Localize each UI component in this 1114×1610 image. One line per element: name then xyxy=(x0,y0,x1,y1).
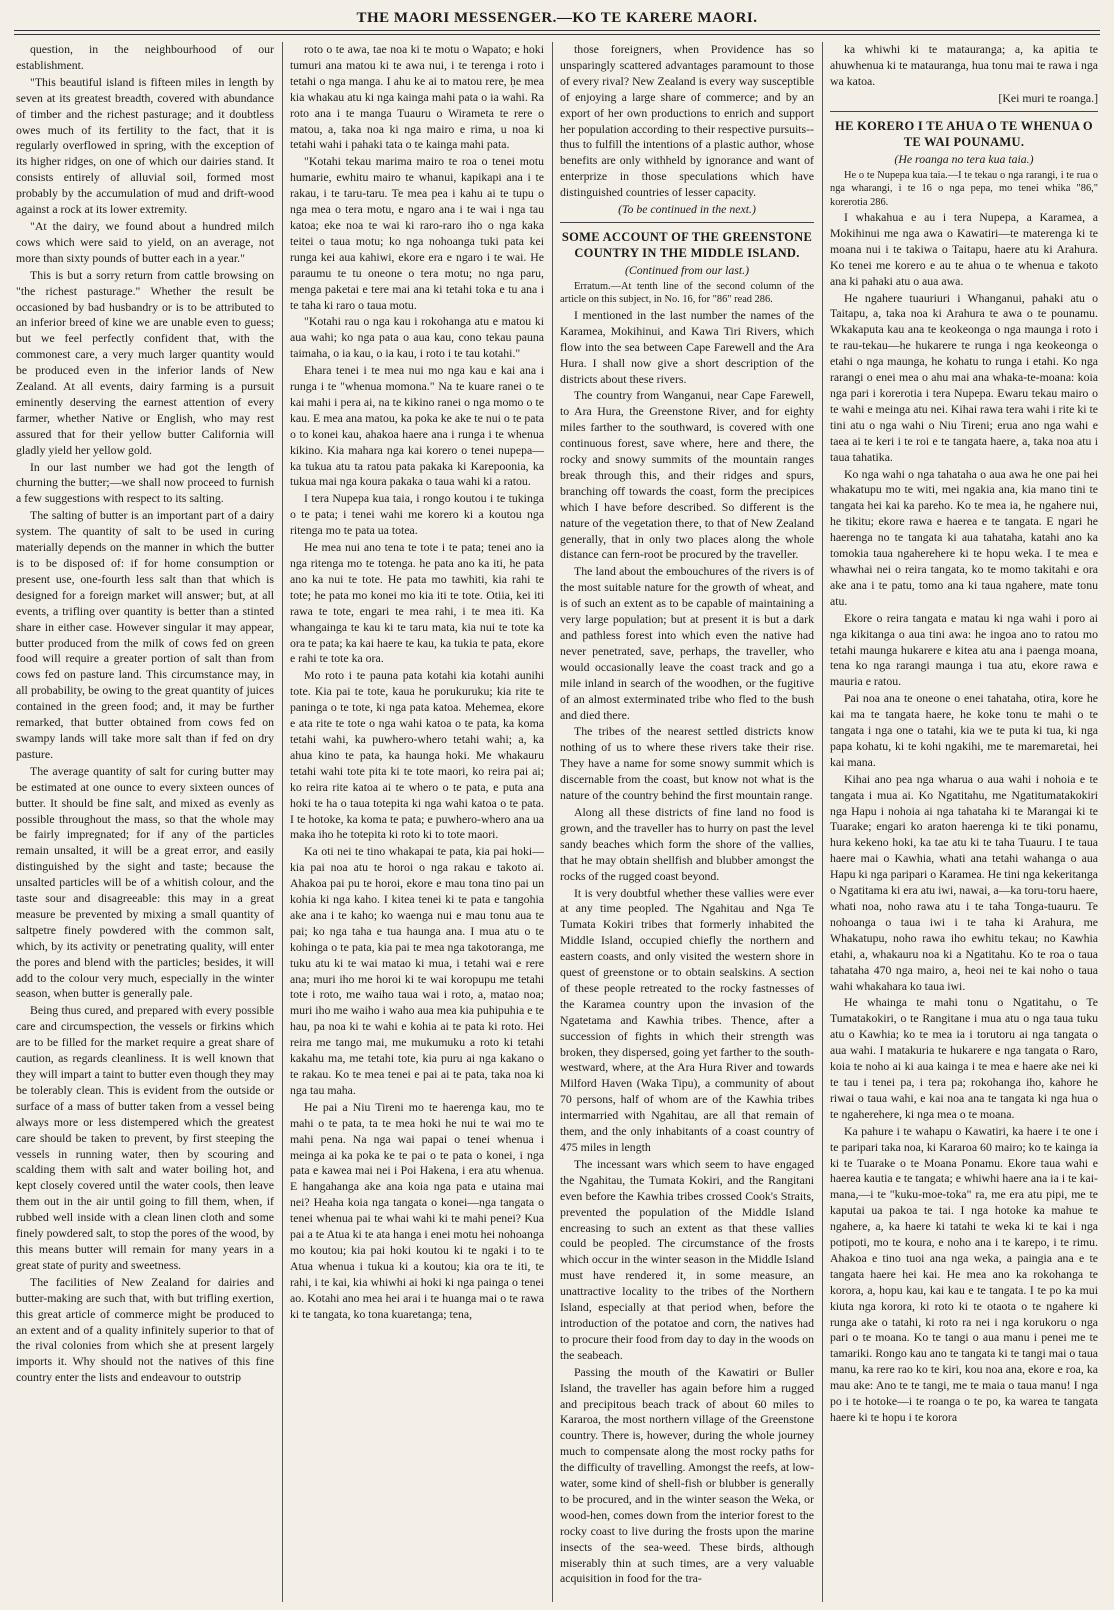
col1-paragraph: "This beautiful island is fifteen miles in length by seven at its greatest breadth, covered with abundance of timber and the richest pasturage; and it doubtless owes much of its fertility to the fact, that it is regularly overflowed in spring, with the exception of its higher ridges, on one of which our dairies stand. It consists entirely of alluvial soil, formed most probably by the accumulation of mud and drift-wood against a rock at its lower extremity. xyxy=(16,74,274,217)
masthead-rule-bottom xyxy=(14,34,1100,35)
article-headline: HE KORERO I TE AHUA O TE WHENUA O TE WAI POUNAMU. xyxy=(835,118,1093,149)
col3-paragraph: I mentioned in the last number the names of the Karamea, Mokihinui, and Kawa Tiri Rivers, which flow into the sea between Cape Farewell and the Ara Hura. I shall now give a short description of the districts about these rivers. xyxy=(560,307,814,386)
col2-paragraph: roto o te awa, tae noa ki te motu o Wapato; e hoki tumuri ana matou ki te awa nui, i te terenga i roto i tetahi o nga manga. I ahu ke ai to matou rere, ḥe mea kia whakau atu ki nga kainga mahi pata o ia wahi. Ra roto ana i te manga Tuauru o Wirameta te rere o matou, a, taka noa ki nga mairo e rima, u noa ki tetahi wahi i pahaki tata o te kainga mahi pata. xyxy=(290,42,544,152)
col1-paragraph: Being thus cured, and prepared with every possible care and circumspection, the vessels or firkins which are to be filled for the market require a great share of caution, as regards cleanliness. It is well known that they will impart a taint to butter even though they may be tolerably clean. This is evident from the outside or surface of a mass of butter taken from a vessel being always more or less distempered which the greatest care should be taken to prevent, by first steeping the vessels in running water, then by scouring and scalding them with salt and water boiling hot, and kept closely covered until the water cools, then leave them out in the air until going to fill them, when, if rubbed well inside with a clean linen cloth and some finely powdered salt, to stop the pores of the wood, by this means butter will remain for many years in a great state of purity and sweetness. xyxy=(16,1003,274,1272)
col4-paragraph: ka whiwhi ki te matauranga; a, ka apitia te ahuwhenua ki te matauranga, hua tonu mai te rawa i nga wa katoa. xyxy=(830,42,1098,88)
column-1 xyxy=(16,42,274,1602)
col1-paragraph: question, in the neighbourhood of our establishment. xyxy=(16,42,274,72)
col2-paragraph: He mea nui ano tena te tote i te pata; tenei ano ia nga ritenga mo te totenga. he pata ano ka iti, he pata ano ka nui te tote. He pata mo tawhiti, kia rahi te tote; he pata mo konei mo kia iti te tote. Otiia, kei iti rawa te tote, engari te mea rahi, i te mea iti. Ka whangainga te kau ki te taru mata, kia nui te tote ka ora te pata; ka kai haere te kau, ka tukia te pata, ekore e rahi te tote ka ora. xyxy=(290,540,544,666)
masthead: THE MAORI MESSENGER.—KO TE KARERE MAORI. xyxy=(356,10,758,26)
col1-paragraph: The salting of butter is an important part of a dairy system. The quantity of salt to be used in curing materially depends on the manner in which the butter is to be disposed of: if for home consumption or present use, one-fourth less salt than that which is designed for a foreign market will answer; but, at all events, a trifling over quantity is better than a stinted share in either case. However singular it may appear, butter produced from the milk of cows fed on green food will require a greater portion of salt than from cows fed on pasture land. This circumstance may, in all probability, be owing to the great quantity of juices contained in the green food; and, it may be further remarked, that butter obtained from cows fed on swampy lands will take more salt than if fed on dry pasture. xyxy=(16,508,274,761)
col4-paragraph: Ekore o reira tangata e matau ki nga wahi i poro ai nga kikitanga o aua tini awa: he ingoa ano to ratou mo tetahi maunga hukarere e kitea atu ana i paenga moana, tena ko nga rarangi maunga i tua atu, ekore rawa e mauria e ratou. xyxy=(830,610,1098,689)
column-4 xyxy=(830,42,1098,1602)
article-subheading: (He roanga no tera kua taia.) xyxy=(894,151,1034,166)
col3-paragraph: The incessant wars which seem to have engaged the Ngahitau, the Tumata Kokiri, and the Rangitani even before the Kawhia tribes crossed Cook's Straits, prevented the population of the Middle Island encreasing to such an extent as that these vallies could be peopled. The circumstance of the frosts which occur in the winter season in the Middle Island must have rendered it, in some measure, an unattractive locality to the tribes of the Northern Island, especially at that period when, before the introduction of the potatoe and corn, the natives had to procure their food from day to day in the woods on the seabeach. xyxy=(560,1156,814,1362)
col3-paragraph: Along all these districts of fine land no food is grown, and the traveller has to hurry on past the level sandy beaches which form the shore of the vallies, that he may obtain shellfish and blubber amongst the rocks of the rugged coast beyond. xyxy=(560,804,814,883)
continued-note: [Kei muri te roanga.] xyxy=(998,90,1098,105)
col3-paragraph: The country from Wanganui, near Cape Farewell, to Ara Hura, the Greenstone River, and for eighty miles farther to the southward, is covered with one continuous forest, save where, here and there, the rocky and snowy summits of the mountain ranges break through this, and their ridges and spurs, branching off towards the coast, form the precipices which I have before described. So different is the nature of the vegetation there, to that of New Zealand generally, that in only two places along the whole distance can fern-root be procured by the traveller. xyxy=(560,388,814,562)
article-headline: SOME ACCOUNT OF THE GREENSTONE COUNTRY IN THE MIDDLE ISLAND. xyxy=(561,229,813,260)
erratum-note: Erratum.—At tenth line of the second column of the article on this subject, in No. 16, for "86" read 286. xyxy=(560,280,814,306)
col3-paragraph: It is very doubtful whether these vallies were ever at any time peopled. The Ngahitau and Nga Te Tumata Kokiri tribes that formerly inhabited the Middle Island, occupied chiefly the northern and eastern coasts, and only visited the western shore in quest of greenstone or to obtain sealskins. A section of these people retreated to the rocky fastnesses of the Karamea country upon the invasion of the Ngatetama and Kawhia tribes. Thence, after a succession of fights in which their strength was broken, they dispersed, going yet farther to the south-westward, where, at the Ara Hura River and towards Milford Haven (Waka Tipu), a community of about 70 persons, half of whom are of the Kawhia tribes intermarried with Ngahitau, are all that remain of them, and the only inhabitants of a coast country of 475 miles in length xyxy=(560,885,814,1154)
col2-paragraph: "Kotahi tekau marima mairo te roa o tenei motu humarie, ewhitu mairo te whanui, kapikapi ana i te rakau, i te taru-taru. Te mea pea i kahu ai te tupu o nga mea o tera motu, e ngaro ana i te wai i nga tau katoa; eke noa te wai ki raro-raro iho o nga kaka teitei o taua motu; ko nga nohoanga tuki pata kei runga kei aua kahiwi, ekore era e ngaro i te wai. He paraumu te tu oneone o tera motu; no nga paru, menga paketai e tere mai ana ki tetahi toka e tu ana i te taha ki raro o taua motu. xyxy=(290,154,544,312)
col1-paragraph: In our last number we had got the length of churning the butter;—we shall now proceed to furnish a few suggestions with respect to its salting. xyxy=(16,459,274,506)
col1-paragraph: The average quantity of salt for curing butter may be estimated at one ounce to every sixteen ounces of butter. It should be fine salt, and mixed as evenly as possible throughout the mass, so that the whole may be fairly impregnated; for if any of the particles remain unsalted, it will be a great error, and easily distinguished by the sight and taste; because the unsalted particles will be of a whitish colour, and the taste sour and disagreeable: this may in a great measure be prevented by mixing a small quantity of saltpetre finely powdered with the common salt, which, by its activity or penetrating quality, will enter the pores and blend with the particles; besides, it will add to the colour very much, especially in the winter season, when butter is generally pale. xyxy=(16,763,274,1001)
col4-paragraph: Pai noa ana te oneone o enei tahataha, otira, kore he kai ma te tangata haere, he koke tonu te mahi o te tangata i nga one o tatahi, kia we te puta ki tua, ki nga papa kohatu, ki te kohi ngakihi, me te maremaretai, hei kai mana. xyxy=(830,691,1098,769)
col4-paragraph: Ko nga wahi o nga tahataha o aua awa he one pai hei whakatupu mo te witi, mei ngakia ana, kia mano tini te tangata hei kai ka pareho. Ko te mea ia, he ngahere nui, he tikitu; ekore rawa e haerea e te tangata. E ngari he haerenga no te tangata ki aua tahataha, katahi ano ka tomokia taua ngaherehere ki te hopu weka. I te mea e whawhai nei o reira tangata, ko te momo takitahi e ora ake ana i te patu, tomo ana ki taua ngahere, mate tonu atu. xyxy=(830,466,1098,608)
col4-paragraph: He ngahere tuauriuri i Whanganui, pahaki atu o Taitapu, a, taka noa ki Arahura te awa o te pounamu. Wkakaputa kau ana te keokeonga o nga maunga i roto i te rau-tekau—he hukarere te runga i nga keokeonga o etahi o nga maunga, he kohatu to runga i etahi. Ko nga rarangi o enei mea o ahu mai ana whaka-te-moana: koia nga pari i korerotia i tera Nupepa. Ewaru tekau mairo o te wahi e meinga atu nei. Kihai rawa tera wahi i rite ki te tini atu o nga wahi o Niu Tireni; erua ano nga wahi e taea ai te keri i te roi e te tangata haere, a, taka noa atu i taua tahatika. xyxy=(830,290,1098,464)
masthead-rule-top xyxy=(14,30,1100,31)
col3-paragraph: The land about the embouchures of the rivers is of the most suitable nature for the growth of wheat, and is of such an extent as to be capable of maintaining a very large population; but at present it is but a dark and pathless forest into which even the native had never penetrated, save, perhaps, the traveller, who would occasionally leave the coast track and go a mile inland in search of the woodhen, or the fugitive of an almost exterminated tribe who fled to the bush and died there. xyxy=(560,564,814,722)
column-2 xyxy=(290,42,544,1602)
col4-paragraph: Ka pahure i te wahapu o Kawatiri, ka haere i te one i te paripari taka noa, ki Kararoa 60 mairo; ko te kainga ia ki te Tuarake o te Moana Ponamu. Ekore taua wahi e haerea kautia e te tangata; e whiwhi haere ana ia i te kai-mana,—i te "kuku-moe-toka" ra, me era atu pipi, me te kaputai ua pakoa te tai. I nga hotoke ka mahue te ngahere, a, ka haere ki tatahi te weka ki te kai i nga potipoti, mo te koura, e noho ana i te karepo, i te rimu. Ahakoa e tino tuoi ana nga weka, a paingia ana e te tangata haere hei kai. He mea ano ka rokohanga te korora, a, hopu kau, kai kau e te tangata. I te po ka mui kiuta nga korora, ki roto ki te otaota o te ngahere ki runga ake o tatahi, ki roto ra nei i nga korukoru o nga pari o te moana. Ko te tangi o aua manu i penei me te tamariki. Rongo kau ano te tangata ki te tangi mai o taua manu, ka rere rao ko te kiri, kou noa ana, ekore e roa, ka mau ake: Ano te te tangi, me te maia o taua manu! I nga po i te hotoke—i te roanga o te po, ka warea te tangata haere ki te hopu i te korora xyxy=(830,1123,1098,1424)
column-divider-2 xyxy=(552,42,553,1602)
col4-paragraph: Kihai ano pea nga wharua o aua wahi i nohoia e te tangata i mua ai. Ko Ngatitahu, me Ngatitumatakokiri nga Hapu i nohoia ai nga tahataha ki te Marangai ki te Tuarake; engari ko araton haerenga ki te tiki ponamu, hura kekeno hoki, ka tae atu ki te taha Tuauru. I te taua haere mai o Kawhia, whati ana tetahi wahanga o aua Hapu ki nga paripari o Karamea. He tini nga kekeritanga o Ngatitama ki era atu iwi, nawai, a—ka toru-toru haere, whati noa, noho rawa atu i te taha Tonga-tuauru. Te nohoanga o taua iwi i te taha ki Arahura, me Whakatupu, noho rawa iho ewhitu tekau; no Kawhia etahi, a, whakauru noa ki a Ngatitahu. Ko te roa o taua tahataha 470 nga mairo, a, heoi nei te kai noho o taua wahi whakahara ko taua iwi. xyxy=(830,771,1098,993)
col2-paragraph: I tera Nupepa kua taia, i rongo koutou i te tukinga o te pata; i tenei wahi me korero ki a koutou nga ritenga mo te pata ua totea. xyxy=(290,491,544,538)
col2-paragraph: Ka oti nei te tino whakapai te pata, kia pai hoki—kia pai noa atu te horoi o nga rakau e takoto ai. Ahakoa pai pu te horoi, ekore e mau tona tino pai un kohia ki nga kaho. I kitea tenei ki te pata e tangohia ake ana i te kaho; ko waenga nui e mau tonu aua te pai; ko nga taha e tua haunga ana. I mua atu o te kohinga o te pata, kia pai te mea nga takotoranga, me tuku atu ki te wai matao ki mua, i tetahi wai e rere ana; muri iho me horoi ki te wai koropupu me tetahi tote i roto, me waiho taua wai i roto, a, matao noa; muri iho me waiho i waho aua mea kia puhipuhia e te hau, pa noa ki te wahi e kohia ai te pata ki roto. Hei reira me tango mai, me mukumuku a roto ki tetahi kakahu ma, me tetahi tote, kia puru ai nga kakano o te rakau. Ko te mea tenei e pai ai te pata, taka noa ki nga tau maha. xyxy=(290,844,544,1097)
col4-paragraph: He whainga te mahi tonu o Ngatitahu, o Te Tumatakokiri, o te Rangitane i mua atu o nga taua tuku atu o Kawhia; ko te mea ia i torutoru ai nga tangata o aua wahi. I matakuria te hukarere e nga tangata o Raro, koia te noho ai ki aua kainga i te mea e haere ake nei ki te tau i tenei pa, i tera pa; rokohanga iho, kahore he riwai o taua wahi, e kai noa ana te tangata ki nga hua o te ngaherehere, ki nga mea o te moana. xyxy=(830,995,1098,1121)
col2-paragraph: Ehara tenei i te mea nui mo nga kau e kai ana i runga i te "whenua momona." Na te kuare ranei o te kai mahi i pera ai, na te kikino ranei o nga momo o te kau. E mea ana matou, ka poka ke ake te nui o te pata o to konei kau, ahakoa haere ana i runga i te whenua kikino. Kia mahara nga kai korero o tenei nupepa—ka tukua atu ta ratou pata pakaka ki Karepoonia, ka tukua mai nga koura pakaka o taua wahi ki a ratou. xyxy=(290,363,544,489)
col2-paragraph: Mo roto i te pauna pata kotahi kia kotahi aunihi tote. Kia pai te tote, kaua he porukuruku; kia rite te paninga o te tote, ki nga pata katoa. Mehemea, ekore e ata rite te tote o nga wahi katoa o te pata, ka koma tetahi wahi, ka puwhero-whero tetahi wahi; a, ka ahua kino te pata, ka haunga hoki. Me whakauru tetahi wahi tote pita ki te tote maori, ko reira pai ai; ko reira rite katoa ai te whero o te pata, e puta ana hoki te ha o taua totepita ki nga wahi katoa o te pata. I te hotoke, ka koma te pata; e puwhero-whero ana ua maka iho he totepita ki roto ki to tote maori. xyxy=(290,668,544,842)
article-divider xyxy=(830,111,1098,112)
column-3 xyxy=(560,42,814,1602)
article-divider xyxy=(560,222,814,223)
col3-paragraph: The tribes of the nearest settled districts know nothing of us to where these rivers take their rise. They have a name for some snowy summit which is discernable from the coast, but know not what is the nature of the country behind the first mountain range. xyxy=(560,724,814,803)
col1-paragraph: The facilities of New Zealand for dairies and butter-making are such that, with but trifling exertion, this great article of commerce might be produced to an extent and of a quality infinitely superior to that of the rival colonies from which she at present largely imports it. Why should not the natives of this fine country enter the lists and endeavour to outstrip xyxy=(16,1274,274,1385)
col2-paragraph: He pai a Niu Tireni mo te haerenga kau, mo te mahi o te pata, ta te mea hoki he nui te wai mo te mahi pena. Na nga wai papai o tenei whenua i meinga ai ka poka ke te pai o te pata o konei, i nga pata e kawea mai nei i Poi Hakena, i era atu whenua. E hangahanga ake ana koia nga pata e utaina mai nei? Heaha koia nga tangata o konei—nga tangata o tenei whenua pai te whai wahi ki te mahi penei? Kua pai a te Atua ki te ata hanga i enei motu hei nohoanga mo koutou; kia pai hoki koutou ki te ngaki i to te Atua whenua i tukua ki a koutou; kia ora te iti, te rahi, i te kai, kia whiwhi ai hoki ki nga painga o tenei ao. Kotahi ano mea hei arai i te huanga mai o te rawa ki te tangata, ko tona kuaretanga; tena, xyxy=(290,1099,544,1321)
column-divider-1 xyxy=(282,42,283,1602)
col2-paragraph: "Kotahi rau o nga kau i rokohanga atu e matou ki aua wahi; ko nga pata o aua kau, cono tekau pauna taimaha, o ia kau, o ia kau, i roto i te tau kotahi." xyxy=(290,314,544,361)
col4-paragraph: I whakahua e au i tera Nupepa, a Karamea, a Mokihinui me nga awa o Kawatiri—te materenga ki te moana nui i te takiwa o Taitapu, haere atu ki Arahura. Ko tenei me korero e au te ahua o te whenua e takoto ana ki pahaki atu o aua awa. xyxy=(830,210,1098,288)
col3-paragraph: those foreigners, when Providence has so unsparingly scattered advantages paramount to those of every rival? New Zealand is every way susceptible of enjoying a large share of commerce; and by an export of her own productions to enrich and support her population according to their respective pursuits--thus to fulfill the intentions of a plastic author, whose benefits are only withheld by ignorance and want of enterprize in those speculations which have distinguished countries of lesser capacity. xyxy=(560,42,814,200)
column-divider-3 xyxy=(822,42,823,1602)
col1-paragraph: This is but a sorry return from cattle browsing on "the richest pasturage." Whether the result be occasioned by bad husbandry or is to be attributed to an inferior breed of kine we are unable even to guess; but we feel perfectly confident that, with the commonest care, a very much larger quantity would be produced even in the inferior lands of New Zealand. At all events, dairy farming is a pursuit eminently deserving the earnest attention of every farmer, whether Native or English, who may rest assured that for their yellow butter California will gladly yield her yellow gold. xyxy=(16,267,274,457)
col1-paragraph: "At the dairy, we found about a hundred milch cows which were said to yield, on an average, not more than sixty pounds of butter each in a year." xyxy=(16,218,274,265)
erratum-note: He o te Nupepa kua taia.—I te tekau o nga rarangi, i te rua o nga wharangi, i te 16 o nga pepa, mo tenei whika "86," korerotia 286. xyxy=(830,169,1098,208)
col3-paragraph: Passing the mouth of the Kawatiri or Buller Island, the traveller has again before him a rugged and precipitous beach track of about 60 miles to Kararoa, the most northern village of the Greenstone country. There is, however, during the whole journey much to compensate along the most rocky paths for the difficulty of travelling. Amongst the reefs, at low-water, some kind of shell-fish or blubber is generally to be procured, and in the winter season the Weka, or wood-hen, comes down from the interior forest to the rocky coast to live during the frosts upon the marine insects of the sea-weed. These birds, although miserably thin at such times, are a very valuable acquisition in food for the tra- xyxy=(560,1364,814,1586)
continued-note: (To be continued in the next.) xyxy=(618,202,756,217)
article-subheading: (Continued from our last.) xyxy=(624,262,750,277)
